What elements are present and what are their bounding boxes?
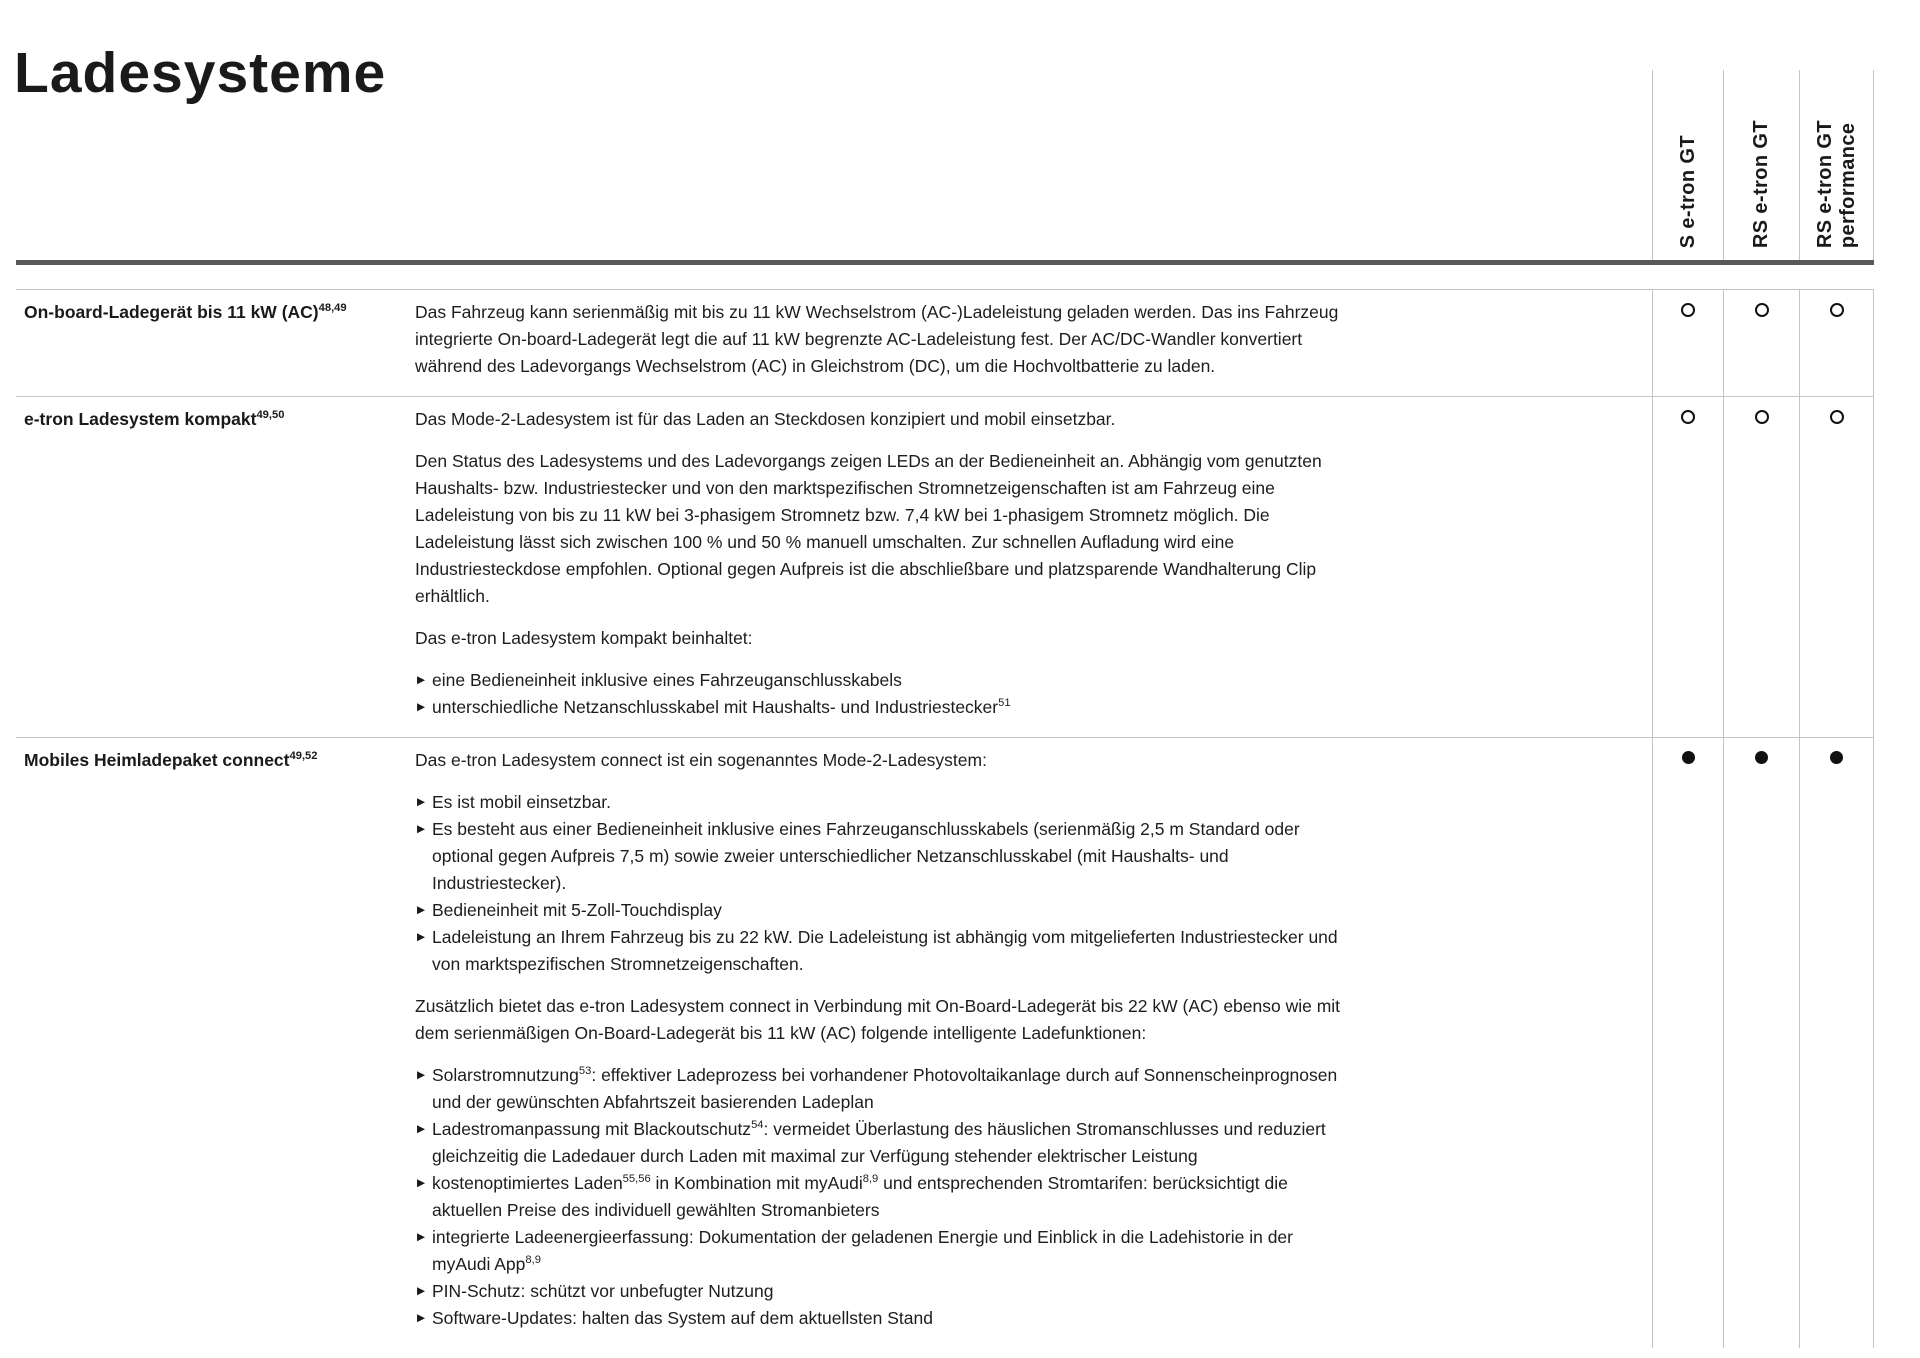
feature-description [415,737,1652,1348]
list-item-text: eine Bedieneinheit inklusive eines Fahrzeuganschlusskabels [432,670,902,690]
list-item-text: integrierte Ladeenergieerfassung: Dokumentation der geladenen Energie und Einblick in die Ladehistorie in der myAudi App$^{8,9}$ [432,1227,1293,1274]
description-paragraph: Zusätzlich bietet das e-tron Ladesystem connect in Verbindung mit On-Board-Ladegerät bis 22 kW (AC) ebenso wie mit dem serienmäßigen On-Board-Ladegerät bis 11 kW (AC) folgende intelligente Ladefunktionen: [415,996,1341,1043]
list-item [415,1062,1345,1116]
list-item [415,694,1345,721]
availability-mark-icon [1830,751,1843,764]
bullet-list [415,789,1345,978]
list-item [415,667,1345,694]
list-item-text: unterschiedliche Netzanschlusskabel mit Haushalts- und Industriestecker$^{51}$ [432,697,1011,717]
bullet-triangle-icon: ▶ [417,796,426,808]
availability-cell-col3 [1799,396,1874,737]
bullet-triangle-icon: ▶ [417,904,426,916]
bullet-triangle-icon: ▶ [417,701,426,713]
column-header-rs-etron-gt-performance [1799,70,1874,260]
bullet-triangle-icon: ▶ [417,1123,426,1135]
list-item [415,897,1345,924]
column-header-label: RS e-tron GT [1750,119,1772,248]
bullet-triangle-icon: ▶ [417,674,426,686]
list-item-text: Solarstromnutzung$^{53}$: effektiver Ladeprozess bei vorhandener Photovoltaikanlage durch auf Sonnenscheinprognosen und der gewünschten Abfahrtszeit basierenden Ladeplan [432,1065,1338,1112]
availability-cell-col3 [1799,737,1874,1348]
availability-mark-icon [1830,303,1844,317]
availability-cell-col1 [1652,396,1723,737]
list-item [415,789,1345,816]
feature-name-onboard-charger: On-board-Ladegerät bis 11 kW (AC)$^{48,49}$ [16,289,415,396]
description-paragraph: Das e-tron Ladesystem kompakt beinhaltet: [415,628,753,648]
availability-mark-icon [1755,410,1769,424]
availability-cell-col2 [1723,396,1799,737]
description-paragraph: Das Mode-2-Ladesystem ist für das Laden an Steckdosen konzipiert und mobil einsetzbar. [415,409,1116,429]
description-paragraph: Den Status des Ladesystems und des Ladevorgangs zeigen LEDs an der Bedieneinheit an. Abhängig vom genutzten Haushalts- bzw. Industriestecker und von den marktspezifischen Stromnetzeigenschaften ist am Fahrzeug eine Ladeleistung von bis zu 11 kW bei 3-phasigem Stromnetz bzw. 7,4 kW bei 1-phasigem Stromnetz möglich. Die Ladeleistung lässt sich zwischen 100 % und 50 % manuell umschalten. Zur schnellen Aufladung wird eine Industriesteckdose empfohlen. Optional gegen Aufpreis ist die abschließbare und platzsparende Wandhalterung Clip erhältlich. [415,451,1322,606]
bullet-triangle-icon: ▶ [417,931,426,943]
description-paragraph: Das Fahrzeug kann serienmäßig mit bis zu 11 kW Wechselstrom (AC-)Ladeleistung geladen werden. Das ins Fahrzeug integrierte On-board-Ladegerät legt die auf 11 kW begrenzte AC-Ladeleistung fest. Der AC/DC-Wandler konvertiert während des Ladevorgangs Wechselstrom (AC) in Gleichstrom (DC), um die Hochvoltbatterie zu laden. [415,302,1339,376]
list-item-text: Ladeleistung an Ihrem Fahrzeug bis zu 22 kW. Die Ladeleistung ist abhängig vom mitgelieferten Industriestecker und von marktspezifischen Stromnetzeigenschaften. [432,927,1338,974]
availability-mark-icon [1682,751,1695,764]
column-header-s-etron-gt [1652,70,1723,260]
availability-mark-icon [1830,410,1844,424]
feature-description [415,396,1652,737]
list-item [415,816,1345,897]
description-paragraph: Das e-tron Ladesystem connect ist ein sogenanntes Mode-2-Ladesystem: [415,750,987,770]
availability-cell-col2 [1723,289,1799,396]
list-item [415,924,1345,978]
list-item-text: Es besteht aus einer Bedieneinheit inklusive eines Fahrzeuganschlusskabels (serienmäßig 2,5 m Standard oder optional gegen Aufpreis 7,5 m) sowie zweier unterschiedlicher Netzanschlusskabel (mit Haushalts- und Industriestecker). [432,819,1300,893]
list-item-text: PIN-Schutz: schützt vor unbefugter Nutzung [432,1281,774,1301]
header-gap [16,265,1874,289]
availability-mark-icon [1755,303,1769,317]
list-item [415,1170,1345,1224]
column-header-label: S e-tron GT [1676,134,1699,248]
column-header-rs-etron-gt [1723,70,1799,260]
availability-cell-col1 [1652,737,1723,1348]
feature-name-heimladepaket-connect: Mobiles Heimladepaket connect$^{49,52}$ [16,737,415,1348]
feature-name-ladesystem-kompakt: e-tron Ladesystem kompakt$^{49,50}$ [16,396,415,737]
availability-mark-icon [1681,410,1695,424]
bullet-triangle-icon: ▶ [417,823,426,835]
bullet-triangle-icon: ▶ [417,1231,426,1243]
bullet-list [415,667,1345,721]
availability-cell-col3 [1799,289,1874,396]
list-item [415,1278,1345,1305]
list-item-text: Software-Updates: halten das System auf dem aktuellsten Stand [432,1308,933,1328]
availability-cell-col2 [1723,737,1799,1348]
list-item-text: kostenoptimiertes Laden$^{55,56}$ in Kombination mit myAudi$^{8,9}$ und entsprechenden Stromtarifen: berücksichtigt die aktuellen Preise des individuell gewählten Stromanbieters [432,1173,1288,1220]
bullet-triangle-icon: ▶ [417,1069,426,1081]
list-item [415,1116,1345,1170]
availability-mark-icon [1681,303,1695,317]
list-item [415,1305,1345,1332]
bullet-triangle-icon: ▶ [417,1285,426,1297]
list-item-text: Bedieneinheit mit 5-Zoll-Touchdisplay [432,900,722,920]
column-header-label: RS e-tron GT performance [1813,119,1859,248]
list-item-text: Es ist mobil einsetzbar. [432,792,611,812]
feature-description [415,289,1652,396]
list-item-text: Ladestromanpassung mit Blackoutschutz$^{54}$: vermeidet Überlastung des häuslichen Stromanschlusses und reduziert gleichzeitig die Ladedauer durch Laden mit maximal zur Verfügung stehender elektrischer Leistung [432,1119,1326,1166]
availability-mark-icon [1755,751,1768,764]
availability-cell-col1 [1652,289,1723,396]
equipment-matrix [16,70,1874,1348]
bullet-list [415,1062,1345,1332]
list-item [415,1224,1345,1278]
header-spacer-description [415,70,1652,260]
bullet-triangle-icon: ▶ [417,1312,426,1324]
header-spacer-feature [16,70,415,260]
bullet-triangle-icon: ▶ [417,1177,426,1189]
page-title: Ladesysteme [14,41,387,105]
